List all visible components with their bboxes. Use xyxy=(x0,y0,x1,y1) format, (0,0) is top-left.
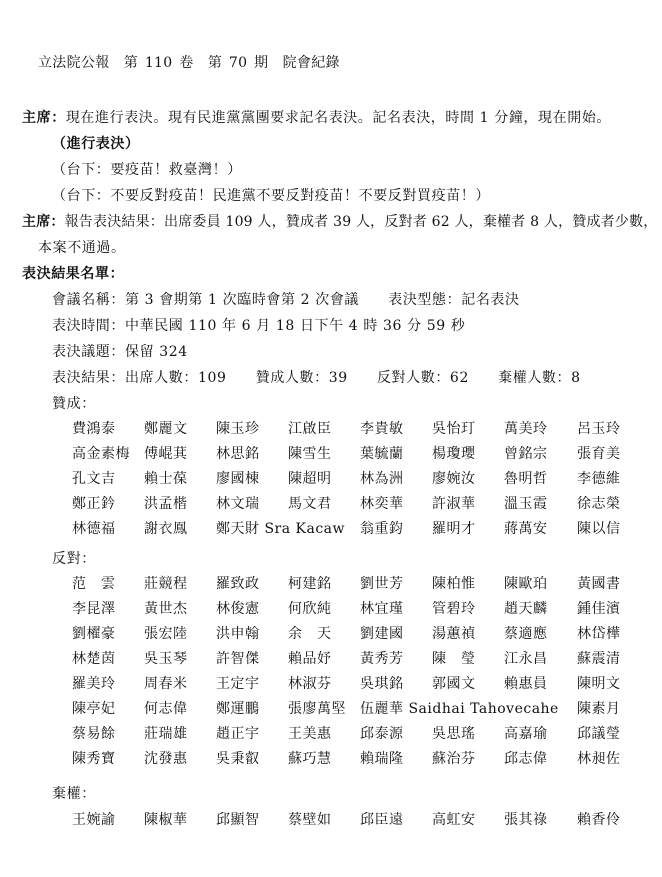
legislator-name: 賴香伶 xyxy=(577,812,621,828)
legislator-name: 萬美玲 xyxy=(504,421,548,437)
legislator-name: 莊競程 xyxy=(144,576,188,592)
legislator-name: 柯建銘 xyxy=(288,576,332,592)
legislator-name: 蘇震清 xyxy=(577,651,621,667)
legislator-name: 賴士葆 xyxy=(144,471,188,487)
legislator-name: 蔡壁如 xyxy=(288,812,332,828)
legislator-name: 陳超明 xyxy=(288,471,332,487)
vote-topic: 表決議題：保留 324 xyxy=(52,344,188,360)
legislator-name: 吳怡玎 xyxy=(432,421,476,437)
legislator-name: 陳玉珍 xyxy=(216,421,260,437)
legislator-name: 何欣純 xyxy=(288,601,332,617)
legislator-name: 郭國文 xyxy=(432,676,476,692)
legislator-name: 鄭運鵬 xyxy=(216,701,260,717)
legislator-name: 羅美玲 xyxy=(72,676,116,692)
legislator-name: 江啟臣 xyxy=(288,421,332,437)
legislator-name: 林為洲 xyxy=(360,471,404,487)
legislator-name: 邱議瑩 xyxy=(577,726,621,742)
legislator-name: 邱志偉 xyxy=(504,751,548,767)
legislator-name: 劉櫂豪 xyxy=(72,626,116,642)
legislator-name: 魯明哲 xyxy=(504,471,548,487)
page-header: 立法院公報 第 110 卷 第 70 期 院會紀錄 xyxy=(38,55,340,71)
legislator-name: 江永昌 xyxy=(504,651,548,667)
audience-remark-1: （台下：要疫苗！救臺灣！） xyxy=(52,162,242,178)
legislator-name: 蔣萬安 xyxy=(504,521,548,537)
legislator-name: 蔡易餘 xyxy=(72,726,116,742)
legislator-name: 林俊憲 xyxy=(216,601,260,617)
legislator-name: 張宏陸 xyxy=(144,626,188,642)
legislator-name: 吳秉叡 xyxy=(216,751,260,767)
legislator-name: 陳 瑩 xyxy=(432,651,476,667)
legislator-name: 吳思瑤 xyxy=(432,726,476,742)
legislator-name: 沈發惠 xyxy=(144,751,188,767)
legislator-name: 馬文君 xyxy=(288,496,332,512)
legislator-name: 鄭天財 Sra Kacaw xyxy=(216,521,346,537)
legislator-name: 蘇治芬 xyxy=(432,751,476,767)
legislator-name: 趙正宇 xyxy=(216,726,260,742)
legislator-name: 孔文吉 xyxy=(72,471,116,487)
legislator-name: 陳素月 xyxy=(577,701,621,717)
speaker-label: 主席： xyxy=(22,110,66,126)
statement-text: 報告表決結果：出席委員 109 人，贊成者 39 人，反對者 62 人，棄權者 8 人，贊成者少數， xyxy=(64,214,658,230)
legislator-name: 賴瑞隆 xyxy=(360,751,404,767)
speaker-label: 主席： xyxy=(22,214,65,230)
legislator-name: 王美惠 xyxy=(288,726,332,742)
legislator-name: 葉毓蘭 xyxy=(360,446,404,462)
legislator-name: 鍾佳濱 xyxy=(577,601,621,617)
legislator-name: 廖婉汝 xyxy=(432,471,476,487)
chair-statement-2-cont: 本案不通過。 xyxy=(38,240,126,256)
legislator-name: 陳柏惟 xyxy=(432,576,476,592)
legislator-name: 吳琪銘 xyxy=(360,676,404,692)
legislator-name: 莊瑞雄 xyxy=(144,726,188,742)
legislator-name: 林思銘 xyxy=(216,446,260,462)
legislator-name: 張其祿 xyxy=(504,812,548,828)
abstain-label: 棄權： xyxy=(52,786,96,802)
legislator-name: 陳明文 xyxy=(577,676,621,692)
legislator-name: 劉世芳 xyxy=(360,576,404,592)
legislator-name: 管碧玲 xyxy=(432,601,476,617)
legislator-name: 邱臣遠 xyxy=(360,812,404,828)
legislator-name: 賴品妤 xyxy=(288,651,332,667)
legislator-name: 劉建國 xyxy=(360,626,404,642)
legislator-name: 陳亭妃 xyxy=(72,701,116,717)
legislator-name: 吳玉琴 xyxy=(144,651,188,667)
legislator-name: 楊瓊瓔 xyxy=(432,446,476,462)
legislator-name: 湯蕙禎 xyxy=(432,626,476,642)
legislator-name: 黃世杰 xyxy=(144,601,188,617)
legislator-name: 李德維 xyxy=(577,471,621,487)
legislator-name: 林德福 xyxy=(72,521,116,537)
vote-in-progress: （進行表決） xyxy=(52,136,140,152)
legislator-name: 徐志榮 xyxy=(577,496,621,512)
legislator-name: 李貴敏 xyxy=(360,421,404,437)
legislator-name: 邱顯智 xyxy=(216,812,260,828)
legislator-name: 何志偉 xyxy=(144,701,188,717)
legislator-name: 黃秀芳 xyxy=(360,651,404,667)
legislator-name: 高嘉瑜 xyxy=(504,726,548,742)
legislator-name: 陳以信 xyxy=(577,521,621,537)
statement-text: 現在進行表決。現有民進黨黨團要求記名表決。記名表決，時間 1 分鐘，現在開始。 xyxy=(65,110,612,126)
legislator-name: 鄭正鈐 xyxy=(72,496,116,512)
legislator-name: 林淑芬 xyxy=(288,676,332,692)
legislator-name: 曾銘宗 xyxy=(504,446,548,462)
legislator-name: 洪申翰 xyxy=(216,626,260,642)
legislator-name: 羅明才 xyxy=(432,521,476,537)
legislator-name: 李昆澤 xyxy=(72,601,116,617)
legislator-name: 余 天 xyxy=(288,626,332,642)
legislator-name: 廖國棟 xyxy=(216,471,260,487)
legislator-name: 高金素梅 xyxy=(72,446,130,462)
no-label: 反對： xyxy=(52,551,96,567)
legislator-name: 王婉諭 xyxy=(72,812,116,828)
legislator-name: 溫玉霞 xyxy=(504,496,548,512)
legislator-name: 張育美 xyxy=(577,446,621,462)
legislator-name: 張廖萬堅 xyxy=(288,701,346,717)
legislator-name: 羅致政 xyxy=(216,576,260,592)
legislator-name: 傅崐萁 xyxy=(144,446,188,462)
legislator-name: 翁重鈞 xyxy=(360,521,404,537)
legislator-name: 高虹安 xyxy=(432,812,476,828)
legislator-name: 陳椒華 xyxy=(144,812,188,828)
legislator-name: 陳歐珀 xyxy=(504,576,548,592)
legislator-name: 林楚茵 xyxy=(72,651,116,667)
legislator-name: 謝衣鳯 xyxy=(144,521,188,537)
legislator-name: 洪孟楷 xyxy=(144,496,188,512)
legislator-name: 林奕華 xyxy=(360,496,404,512)
legislator-name: 林文瑞 xyxy=(216,496,260,512)
legislator-name: 林宜瑾 xyxy=(360,601,404,617)
vote-time: 表決時間：中華民國 110 年 6 月 18 日下午 4 時 36 分 59 秒 xyxy=(52,318,466,334)
chair-statement-1 xyxy=(22,107,611,127)
legislator-name: 王定宇 xyxy=(216,676,260,692)
legislator-name: 黃國書 xyxy=(577,576,621,592)
legislator-name: 鄭麗文 xyxy=(144,421,188,437)
audience-remark-2: （台下：不要反對疫苗！民進黨不要反對疫苗！不要反對買疫苗！） xyxy=(52,188,490,204)
legislator-name: 陳雪生 xyxy=(288,446,332,462)
vote-result: 表決結果：出席人數：109 贊成人數：39 反對人數：62 棄權人數：8 xyxy=(52,370,581,386)
legislator-name: 許智傑 xyxy=(216,651,260,667)
legislator-name: 陳秀寶 xyxy=(72,751,116,767)
legislator-name: 趙天麟 xyxy=(504,601,548,617)
legislator-name: 蔡適應 xyxy=(504,626,548,642)
result-title: 表決結果名單： xyxy=(22,266,125,282)
legislator-name: 許淑華 xyxy=(432,496,476,512)
legislator-name: 林昶佐 xyxy=(577,751,621,767)
legislator-name: 林岱樺 xyxy=(577,626,621,642)
legislator-name: 費鴻泰 xyxy=(72,421,116,437)
legislator-name: 呂玉玲 xyxy=(577,421,621,437)
legislator-name: 賴惠員 xyxy=(504,676,548,692)
yes-label: 贊成： xyxy=(52,396,96,412)
chair-statement-2 xyxy=(22,211,657,231)
legislator-name: 邱泰源 xyxy=(360,726,404,742)
legislator-name: 蘇巧慧 xyxy=(288,751,332,767)
legislator-name: 周春米 xyxy=(144,676,188,692)
legislator-name: 伍麗華 Saidhai Tahovecahe xyxy=(360,701,559,717)
legislator-name: 范 雲 xyxy=(72,576,116,592)
meeting-info: 會議名稱：第 3 會期第 1 次臨時會第 2 次會議 表決型態：記名表決 xyxy=(52,292,520,308)
